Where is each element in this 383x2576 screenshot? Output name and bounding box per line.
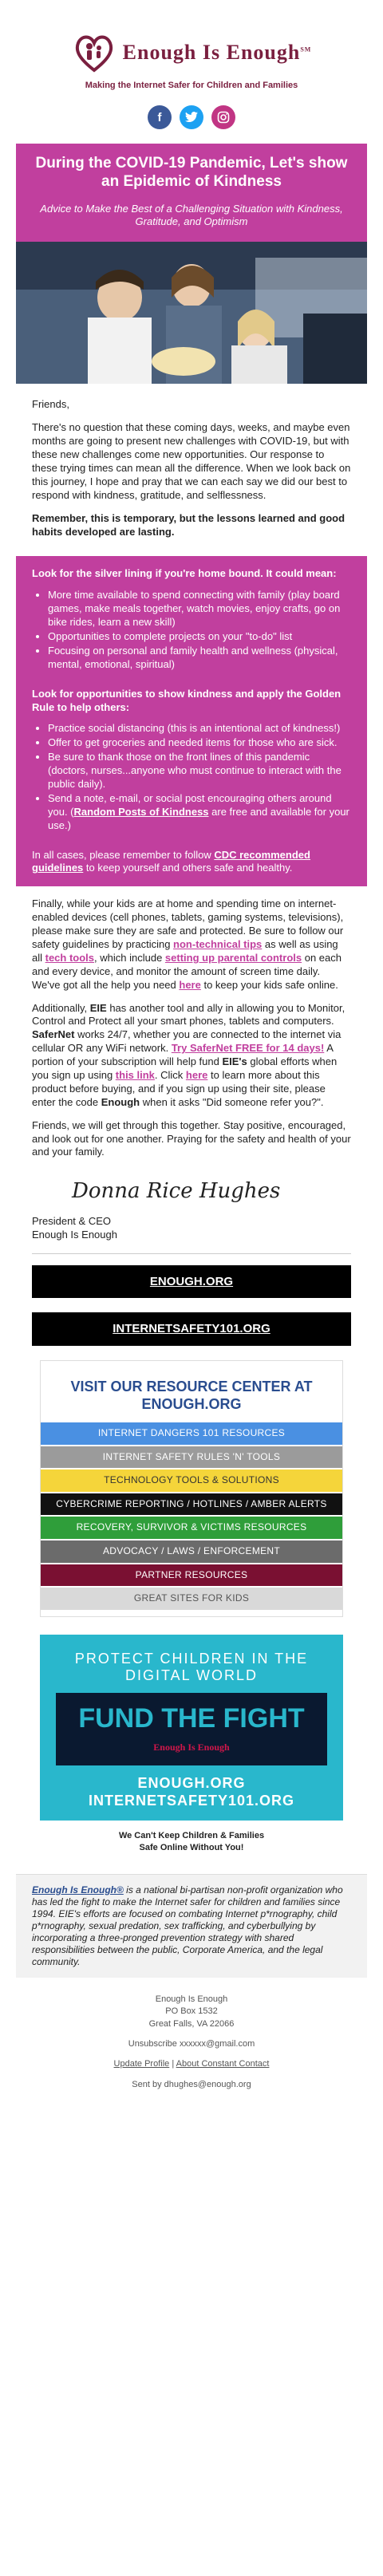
- intro-paragraph: There's no question that these coming days, weeks, and maybe even months are going to present new challenges with COVID-19, but with these new challenges come new opportunities. Our response to these trying times can mean all the difference. When we look back on this journey, I hope and pray that we can each say we did our best to respond with kindness, gratitude, and selflessness.: [32, 421, 351, 501]
- try-safernet-link[interactable]: Try SaferNet FREE for 14 days!: [171, 1042, 325, 1055]
- logo-text: Enough Is Enough℠: [122, 41, 312, 65]
- lesson-paragraph: Remember, this is temporary, but the lessons learned and good habits developed are lasting.: [32, 511, 345, 538]
- list-item: • Practice social distancing (this is an intentional act of kindness!): [48, 722, 351, 736]
- silver-lining-list: [48, 589, 351, 671]
- divider: [32, 1253, 351, 1254]
- tech-tools-link[interactable]: tech tools: [45, 951, 95, 964]
- instagram-icon[interactable]: [211, 105, 235, 129]
- kindness-list: [48, 722, 351, 832]
- unsubscribe-link[interactable]: Unsubscribe xxxxxx@gmail.com: [128, 2038, 255, 2049]
- resource-bar[interactable]: INTERNET DANGERS 101 RESOURCES: [41, 1422, 342, 1445]
- list-item: • Opportunities to complete projects on your "to-do" list: [48, 630, 351, 644]
- heart-family-icon: [72, 30, 116, 75]
- social-links: [16, 105, 367, 129]
- list-item: • Offer to get groceries and needed items for those who are sick.: [48, 736, 351, 750]
- footer: [16, 1978, 367, 2091]
- signature: Donna Rice Hughes: [72, 1179, 281, 1204]
- fund-heading: FUND THE FIGHT: [56, 1693, 327, 1742]
- resource-bar[interactable]: CYBERCRIME REPORTING / HOTLINES / AMBER ALERTS: [41, 1493, 342, 1516]
- logo-tagline: Making the Internet Safer for Children and Families: [85, 81, 298, 90]
- email-container: [16, 0, 367, 2091]
- sig-title: President & CEO: [32, 1215, 111, 1228]
- safety-paragraph: Finally, while your kids are at home and spending time on internet-enabled devices (cell phones, tablets, gaming systems, televisions), please make sure they are safe and protected. Be sure to follow our safety guidelines by practicing non-technical tips as well as using all tech tools, which include setting up parental controls on each and every device, and monitor the amount of screen time daily. We've got all the help you need here to keep your kids safe online.: [32, 897, 344, 991]
- resource-bar[interactable]: INTERNET SAFETY RULES 'N' TOOLS: [41, 1446, 342, 1469]
- fund-logo: Enough Is Enough: [56, 1742, 327, 1765]
- resource-bar[interactable]: RECOVERY, SURVIVOR & VICTIMS RESOURCES: [41, 1517, 342, 1539]
- enough-org-button[interactable]: ENOUGH.ORG: [32, 1265, 351, 1299]
- resource-bar[interactable]: PARTNER RESOURCES: [41, 1564, 342, 1587]
- kindness-heading: Look for opportunities to show kindness and apply the Golden Rule to help others:: [32, 687, 342, 713]
- fund-urls: [56, 1765, 327, 1809]
- closing-paragraph: Friends, we will get through this together. Stay positive, encouraged, and look out for one another. Praying for the safety and health of your and your family.: [32, 1118, 351, 1158]
- resource-bar[interactable]: GREAT SITES FOR KIDS: [41, 1588, 342, 1610]
- silver-lining-heading: Look for the silver lining if you're home bound. It could mean:: [32, 567, 337, 580]
- internetsafety101-button[interactable]: INTERNETSAFETY101.ORG: [32, 1312, 351, 1346]
- fund-caption: We Can't Keep Children & Families Safe Online Without You!: [118, 1831, 265, 1852]
- greeting: Friends,: [32, 398, 69, 411]
- cdc-paragraph: In all cases, please remember to follow CDC recommended guidelines to keep yourself and others safe and healthy.: [32, 848, 310, 874]
- logo[interactable]: [16, 30, 367, 75]
- header: [16, 0, 367, 144]
- list-item: • More time available to spend connecting with family (play board games, make meals together, watch movies, enjoy crafts, go on bike rides, learn a new skill): [48, 589, 351, 629]
- update-profile-link[interactable]: Update Profile: [113, 2059, 170, 2069]
- facebook-icon[interactable]: f: [148, 105, 172, 129]
- resource-bar[interactable]: TECHNOLOGY TOOLS & SOLUTIONS: [41, 1469, 342, 1492]
- parental-controls-link[interactable]: setting up parental controls: [164, 951, 302, 964]
- about-section: Enough Is Enough® is a national bi-partisan non-profit organization who has led the fight to make the Internet safer for children and families since 1994. EIE's efforts are focused on combating Internet p*rnography, child p*rnography, sexual predation, sex trafficking, and cyberbullying by incorporating a three-pronged prevention strategy with shared responsibilities between the public, Corporate America, and the legal community.: [16, 1874, 367, 1978]
- footer-city: Great Falls, VA 22066: [148, 2018, 235, 2029]
- twitter-icon[interactable]: [180, 105, 203, 129]
- list-item: • Be sure to thank those on the front lines of this pandemic (doctors, nurses...anyone who must continue to interact with the public daily).: [48, 751, 351, 791]
- resource-bar[interactable]: ADVOCACY / LAWS / ENFORCEMENT: [41, 1540, 342, 1563]
- random-posts-link[interactable]: Random Posts of Kindness: [73, 805, 209, 818]
- cdc-guidelines-link[interactable]: CDC recommended guidelines: [32, 848, 310, 874]
- fund-url-1: ENOUGH.ORG: [137, 1775, 246, 1792]
- resource-center[interactable]: [40, 1360, 343, 1617]
- intro-section: [16, 384, 367, 556]
- safety-section: [16, 886, 367, 1177]
- footer-box: PO Box 1532: [165, 2006, 218, 2017]
- list-item: • Send a note, e-mail, or social post encouraging others around you. (Random Posts of Kindness are free and available for your use.): [48, 792, 351, 833]
- tips-box: [16, 556, 367, 886]
- banner-subtitle: Advice to Make the Best of a Challenging Situation with Kindness, Gratitude, and Optimism: [40, 202, 343, 228]
- fund-the-fight-banner[interactable]: [40, 1635, 343, 1821]
- help-here-link[interactable]: here: [179, 978, 201, 991]
- hero-family-photo: [16, 242, 367, 384]
- hero-banner: [16, 144, 367, 242]
- resource-title: VISIT OUR RESOURCE CENTER AT ENOUGH.ORG: [70, 1378, 313, 1412]
- footer-org: Enough Is Enough: [155, 1994, 228, 2004]
- eie-about-link[interactable]: Enough Is Enough®: [32, 1884, 124, 1896]
- signature-block: [16, 1210, 367, 1242]
- sent-by: Sent by dhughes@enough.org: [132, 2079, 251, 2089]
- about-constant-contact-link[interactable]: About Constant Contact: [176, 2059, 270, 2069]
- safernet-paragraph: Additionally, EIE has another tool and ally in allowing you to Monitor, Control and Protect all your smart phones, tablets and computers. SaferNet works 24/7, whether you are connected to the internet via cellular OR any WiFi network. Try SaferNet FREE for 14 days! A portion of your subscription will help fund EIE's global efforts when you sign up using this link. Click here to learn more about this product before buying, and if you sign up using their site, please enter the code Enough when it asks "Did someone refer you?".: [32, 1001, 345, 1108]
- resource-bars: [41, 1419, 342, 1616]
- banner-title: During the COVID-19 Pandemic, Let's show an Epidemic of Kindness: [35, 155, 348, 190]
- sig-org: Enough Is Enough: [32, 1229, 117, 1241]
- non-technical-tips-link[interactable]: non-technical tips: [173, 937, 263, 950]
- learn-more-here-link[interactable]: here: [185, 1069, 208, 1081]
- list-item: • Focusing on personal and family health and wellness (physical, mental, emotional, spiritual): [48, 645, 351, 672]
- footer-links: Update Profile | About Constant Contact: [113, 2059, 270, 2069]
- fund-url-2: INTERNETSAFETY101.ORG: [88, 1792, 295, 1809]
- this-link[interactable]: this link: [115, 1069, 155, 1081]
- protect-heading: PROTECT CHILDREN IN THE DIGITAL WORLD: [74, 1650, 309, 1684]
